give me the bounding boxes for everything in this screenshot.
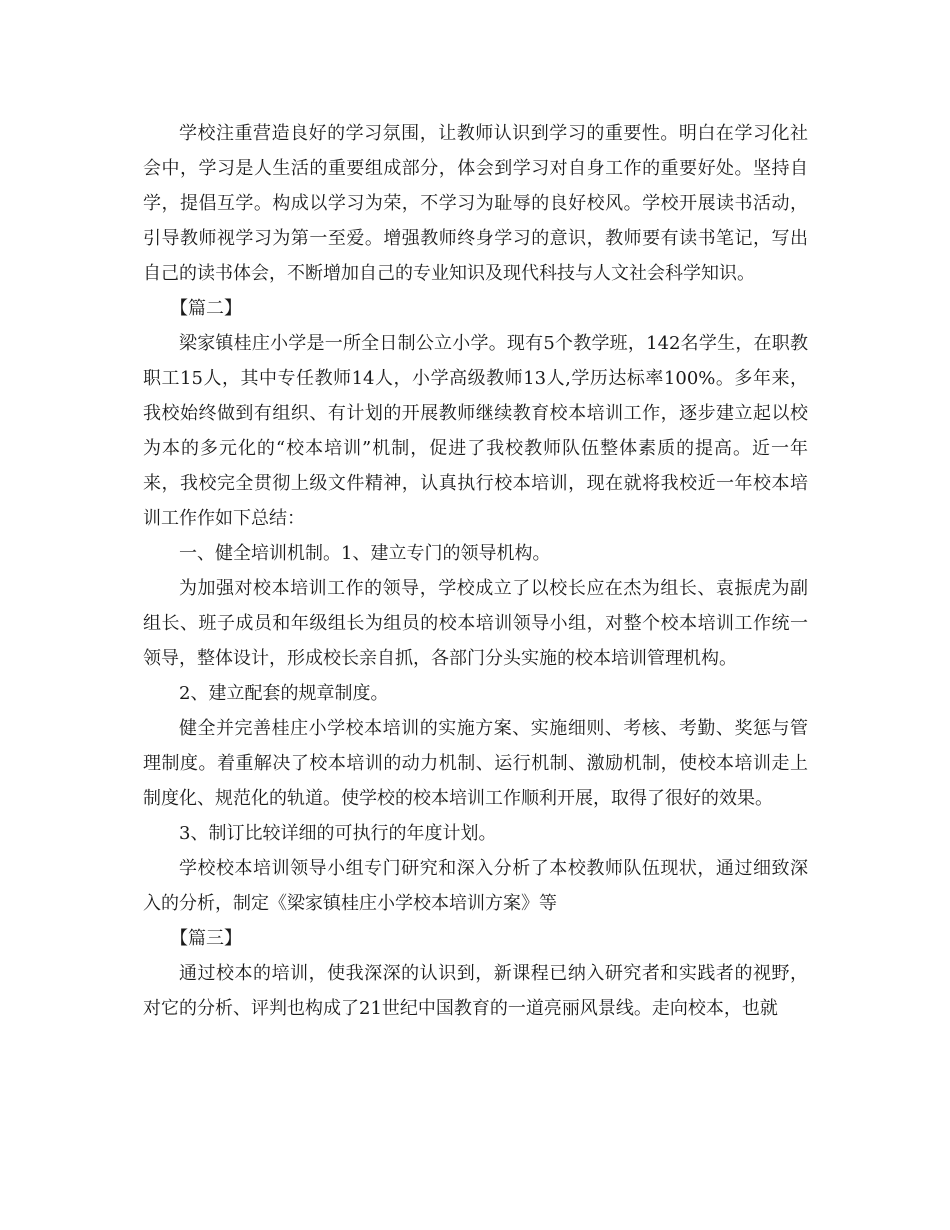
paragraph-leadership-group: 为加强对校本培训工作的领导，学校成立了以校长应在杰为组长、袁振虎为副组长、班子成员和年级组长为组员的校本培训领导小组，对整个校本培训工作统一领导，整体设计，形成校长亲自抓，各部门分头实施的校本培训管理机构。 [143, 578, 808, 669]
paragraph-item-two: 2、建立配套的规章制度。 [179, 683, 389, 704]
paragraph-regulations: 健全并完善桂庄小学校本培训的实施方案、实施细则、考核、考勤、奖惩与管理制度。着重解决了校本培训的动力机制、运行机制、激励机制，使校本培训走上制度化、规范化的轨道。使学校的校本培训工作顺利开展，取得了很好的效果。 [143, 718, 808, 809]
paragraph-training-reflection: 通过校本的培训，使我深深的认识到，新课程已纳入研究者和实践者的视野，对它的分析、评判也构成了21世纪中国教育的一道亮丽风景线。走向校本，也就 [143, 963, 808, 1019]
section-heading-part-three: 【篇三】 [170, 928, 242, 949]
paragraph-school-intro: 梁家镇桂庄小学是一所全日制公立小学。现有5个教学班，142名学生，在职教职工15人，其中专任教师14人，小学高级教师13人,学历达标率100%。多年来，我校始终做到有组织、有计划的开展教师继续教育校本培训工作，逐步建立起以校为本的多元化的“校本培训”机制，促进了我校教师队伍整体素质的提高。近一年来，我校完全贯彻上级文件精神，认真执行校本培训，现在就将我校近一年校本培训工作作如下总结： [143, 333, 808, 529]
section-heading-part-two: 【篇二】 [170, 298, 242, 319]
paragraph-study-atmosphere: 学校注重营造良好的学习氛围，让教师认识到学习的重要性。明白在学习化社会中，学习是人生活的重要组成部分，体会到学习对自身工作的重要好处。坚持自学，提倡互学。构成以学习为荣，不学习为耻辱的良好校风。学校开展读书活动，引导教师视学习为第一至爱。增强教师终身学习的意识，教师要有读书笔记，写出自己的读书体会，不断增加自己的专业知识及现代科技与人文社会科学知识。 [143, 123, 808, 284]
paragraph-item-one: 一、健全培训机制。1、建立专门的领导机构。 [179, 543, 551, 564]
paragraph-annual-plan: 学校校本培训领导小组专门研究和深入分析了本校教师队伍现状，通过细致深入的分析，制定《梁家镇桂庄小学校本培训方案》等 [143, 858, 808, 914]
document-body [143, 116, 808, 1026]
paragraph-item-three: 3、制订比较详细的可执行的年度计划。 [179, 823, 497, 844]
